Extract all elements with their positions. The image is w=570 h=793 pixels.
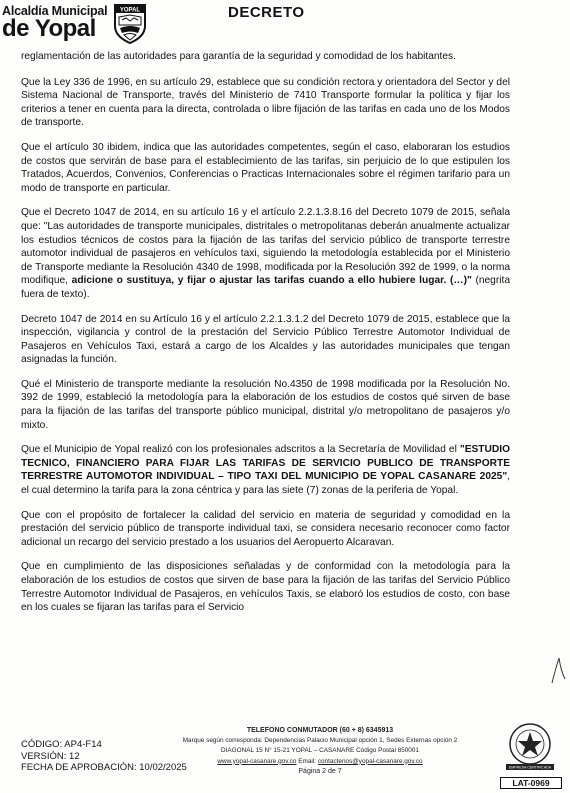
- org-name-line1: Alcaldía Municipal: [2, 4, 108, 18]
- email-label: Email:: [298, 757, 317, 765]
- org-name-line2: de Yopal: [2, 15, 96, 42]
- paragraph: Qué el Ministerio de transporte mediante la resolución No.4350 de 1998 modificada por la Resolución No. 392 de 1999, estableció la metodología para la elaboración de los estudios de costos qué sirven de base para la fijación de las tarifas del transporte público municipal, distrital y/o metropolitano de pasajeros y/o mixto.: [21, 378, 510, 431]
- paragraph-text: Que el Municipio de Yopal realizó con los profesionales adscritos a la Secretaría de Movilidad el: [21, 444, 460, 456]
- paragraph: Que con el propósito de fortalecer la calidad del servicio en materia de seguridad y comodidad en la prestación del servicio público de transporte individual taxi, se considera necesario reconocer como factor adicional un recargo del servicio prestado a los usuarios del Aeropuerto Alcaravan.: [21, 509, 510, 548]
- bold-quote: adicione o sustituya, y fijar o ajustar las tarifas cuando a ello hubiere lugar. (…)": [71, 275, 472, 287]
- shield-label: YOPAL: [119, 7, 141, 14]
- paragraph-text: Que el Decreto 1047 de 2014, en su artículo 16 y el artículo 2.2.1.3.8.16 del Decreto 1079 de 2015, señala que: "Las autoridades de transporte municipales, distritales o metropolitanas deberán anualmente actualizar los estudios técnicos de costos para la fijación de las tarifas del servicio público de transporte terrestre automotor individual de pasajeros en vehículos taxi, siguiendo la metodología establecida por el Ministerio de Transporte mediante la Resolución 4340 de 1998, modificada por la Resolución 392 de 1999, o la norma modifique,: [21, 207, 510, 287]
- coat-of-arms-icon: [112, 2, 148, 44]
- paragraph: Que en cumplimiento de las disposiciones señaladas y de conformidad con la metodología para la elaboración de los estudios de costos que sirven de base para la fijación de las tarifas del Servicio Público Terrestre Automotor Individual de Pasajeros, en vehículos Taxis, se elaboró los estudios de costo, con base en los cuales se fijaran las tarifas para el Servicio: [21, 561, 510, 614]
- website-link[interactable]: www.yopal-casanare.gov.co: [217, 757, 297, 765]
- certification-code: LAT-0969: [500, 777, 562, 789]
- paragraph-text: (negrita fuera de texto).: [21, 275, 510, 300]
- paragraph-text: , el cual determino la tarifa para la zona céntrica y para las siete (7) zonas de la periferia de Yopal.: [21, 471, 510, 497]
- paragraph: [21, 443, 510, 497]
- paragraph: Decreto 1047 de 2014 en su Artículo 16 y el artículo 2.2.1.3.1.2 del Decreto 1079 de 2015, establece que la inspección, vigilancia y control de la prestación del Servicio Público Terrestre Automotor Individual de Pasajeros en Vehículos Taxi, estará a cargo de los Alcaldes y las autoridades municipales que tengan asignadas la función.: [21, 313, 510, 366]
- cert-tiny-text: EMPRESA CERTIFICADA: [508, 765, 552, 770]
- paragraph: Que la Ley 336 de 1996, en su artículo 29, establece que su condición rectora y orientadora del Sector y del Sistema Nacional de Transporte, través del Ministerio de 7410 Transporte formular la política y fijar los criterios a tener en cuenta para la directa, controlada o libre fijación de las tarifas en cada uno de los Modos de transporte.: [21, 76, 510, 129]
- phone-line: TELEFONO CONMUTADOR (60 + 8) 6345913: [246, 727, 394, 734]
- paragraph: Que el artículo 30 ibidem, indica que las autoridades competentes, según el caso, elaboraran los estudios de costos que servirán de base para el establecimiento de las tarifas, sin perjuicio de lo que estipulen los Tratados, Acuerdos, Convenios, Conferencias o Practicas Internacionales sobre el régimen tarifario para un modo de transporte en particular.: [21, 141, 510, 194]
- dial-instructions: Marque según corresponda: Dependencias Palacio Municipal opción 1, Sedes Externas opción 2: [182, 737, 458, 745]
- web-contact-line: [170, 757, 470, 767]
- document-version: VERSIÓN: 12: [21, 750, 80, 762]
- address-line: DIAGONAL 15 N° 15-21 YOPAL – CASANARE Código Postal 850001: [221, 747, 419, 755]
- email-link[interactable]: contactenos@yopal-casanare.gov.co: [317, 757, 423, 765]
- page-header: [0, 0, 570, 50]
- document-code: CÓDIGO: AP4-F14: [21, 739, 102, 750]
- margin-handwriting-mark: [548, 655, 568, 685]
- study-title: "ESTUDIO TECNICO, FINANCIERO PARA FIJAR LAS TARIFAS DE SERVICIO PUBLICO DE TRANSPORTE TERRESTRE AUTOMOTOR INDIVIDUAL – TIPO TAXI DEL MUNICIPIO DE YOPAL CASANARE 2025": [21, 444, 510, 483]
- paragraph: reglamentación de las autoridades para garantía de la seguridad y comodidad de los habitantes.: [21, 51, 456, 62]
- contact-info: [170, 726, 470, 777]
- paragraph: [21, 206, 510, 301]
- document-control-info: [21, 739, 187, 774]
- document-body: [21, 50, 510, 626]
- approval-date: FECHA DE APROBACIÓN: 10/02/2025: [21, 762, 187, 773]
- document-type: DECRETO: [228, 4, 305, 21]
- page-footer: [0, 718, 570, 793]
- page-number: Página 2 de 7: [298, 767, 342, 775]
